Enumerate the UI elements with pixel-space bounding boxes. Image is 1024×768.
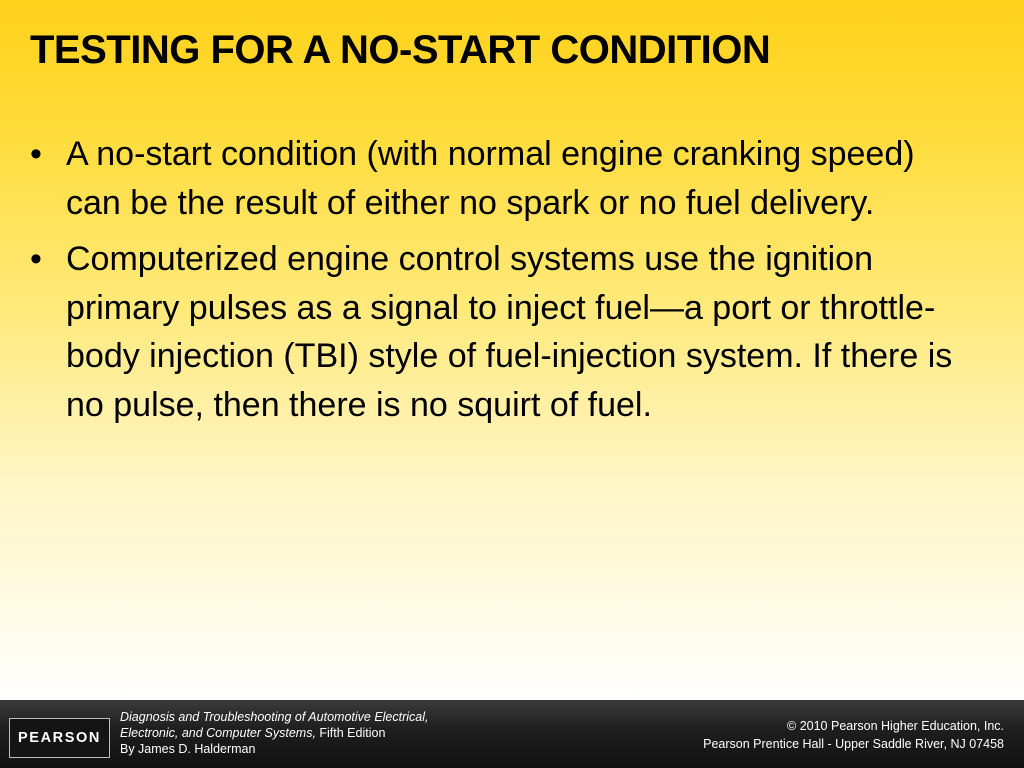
bullet-dot-icon: • xyxy=(30,135,42,173)
pearson-logo xyxy=(9,718,110,758)
copyright-line2: Pearson Prentice Hall - Upper Saddle River, NJ 07458 xyxy=(703,737,1004,751)
logo-text: PEARSON xyxy=(18,730,101,746)
bullet-dot-icon: • xyxy=(30,240,42,278)
copyright-block xyxy=(604,717,1004,753)
bullet-list xyxy=(28,130,958,437)
bullet-text: A no-start condition (with normal engine cranking speed) can be the result of either no spark or no fuel delivery. xyxy=(66,135,915,222)
slide-title: TESTING FOR A NO-START CONDITION xyxy=(30,28,771,72)
bullet-item xyxy=(28,130,958,227)
book-title-line2: Electronic, and Computer Systems, xyxy=(120,726,316,740)
edition-text: Fifth Edition xyxy=(315,726,386,740)
author-text: By James D. Halderman xyxy=(120,742,256,756)
copyright-line1: © 2010 Pearson Higher Education, Inc. xyxy=(787,719,1004,733)
footer-bar xyxy=(0,700,1024,768)
bullet-item xyxy=(28,235,958,429)
bullet-text: Computerized engine control systems use the ignition primary pulses as a signal to inject fuel—a port or throttle-body injection (TBI) style of fuel-injection system. If there is no pulse, then there is no squirt of fuel. xyxy=(66,240,953,424)
book-info xyxy=(120,709,560,757)
book-title-line1: Diagnosis and Troubleshooting of Automotive Electrical, xyxy=(120,710,429,724)
